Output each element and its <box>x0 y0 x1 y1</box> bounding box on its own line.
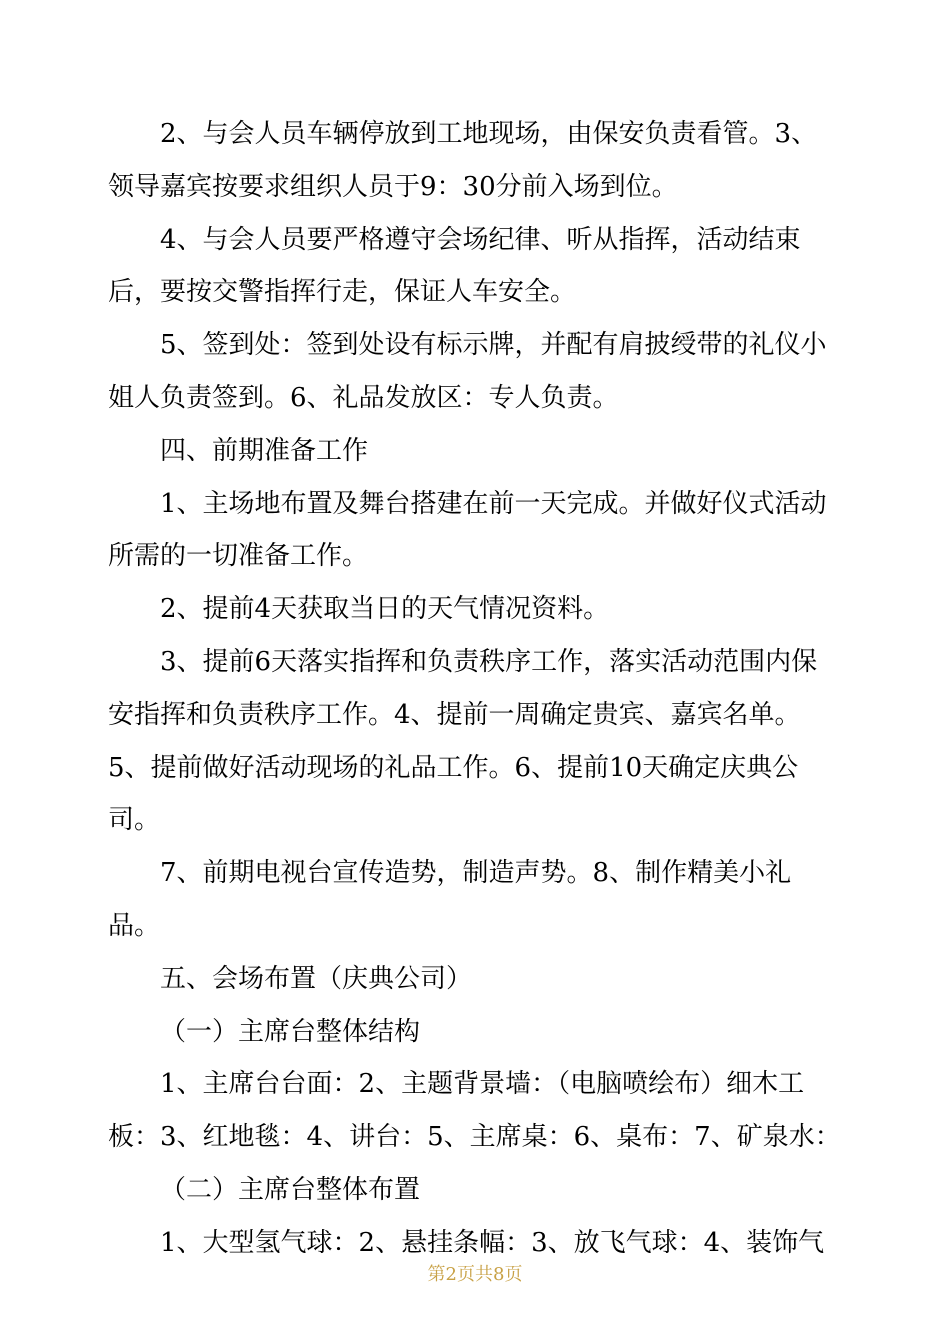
page-number-footer: 第2页共8页 <box>427 1264 523 1285</box>
paragraph-13: 1、大型氢气球：2、悬挂条幅：3、放飞气球：4、装饰气 <box>160 1227 825 1258</box>
paragraph-3: 5、签到处：签到处设有标示牌，并配有肩披绶带的礼仪小姐人负责签到。6、礼品发放区：专人负责。 <box>108 330 827 413</box>
subheading-1: （一）主席台整体结构 <box>160 1016 421 1047</box>
paragraph-1: 2、与会人员车辆停放到工地现场，由保安负责看管。3、领导嘉宾按要求组织人员于9：30分前入场到位。 <box>108 119 818 202</box>
paragraph-6: 2、提前4天获取当日的天气情况资料。 <box>160 594 610 625</box>
paragraph-7: 3、提前6天落实指挥和负责秩序工作，落实活动范围内保安指挥和负责秩序工作。4、提前一周确定贵宾、嘉宾名单。5、提前做好活动现场的礼品工作。6、提前10天确定庆典公司。 <box>108 646 818 836</box>
paragraph-5: 1、主场地布置及舞台搭建在前一天完成。并做好仪式活动所需的一切准备工作。 <box>108 488 827 572</box>
subheading-2: （二）主席台整体布置 <box>160 1174 421 1205</box>
paragraph-2: 4、与会人员要严格遵守会场纪律、听从指挥，活动结束后，要按交警指挥行走，保证人车安全。 <box>108 224 801 308</box>
section-heading-5: 五、会场布置（庆典公司） <box>160 963 473 994</box>
paragraph-11: 1、主席台台面：2、主题背景墙：（电脑喷绘布）细木工板：3、红地毯：4、讲台：5、主席桌：6、桌布：7、矿泉水： <box>108 1069 841 1153</box>
paragraph-8: 7、前期电视台宣传造势，制造声势。8、制作精美小礼品。 <box>108 858 792 941</box>
document-body <box>108 108 843 1270</box>
section-heading-4: 四、前期准备工作 <box>160 435 369 466</box>
